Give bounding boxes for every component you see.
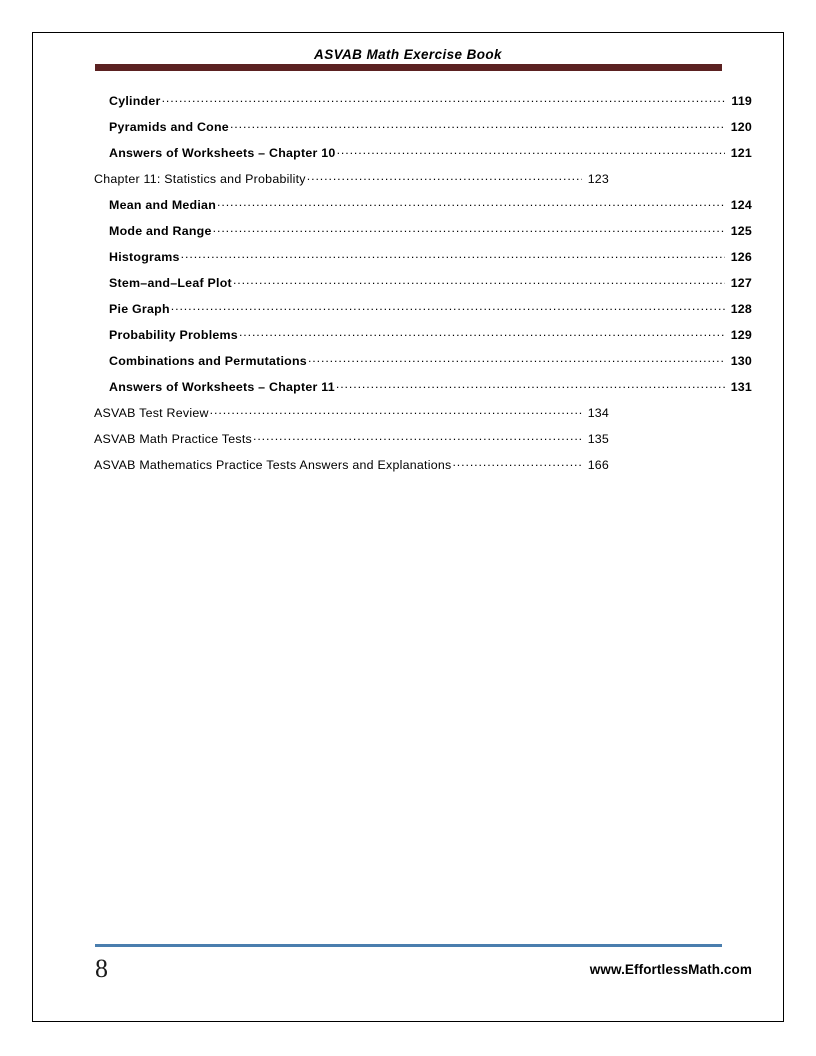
toc-entry[interactable] <box>33 193 783 219</box>
toc-leader-dots <box>253 427 582 443</box>
page-footer <box>95 949 752 989</box>
toc-entry-page-number: 123 <box>587 172 609 186</box>
toc-entry-page-number: 129 <box>730 328 752 342</box>
table-of-contents <box>33 89 783 479</box>
toc-leader-dots <box>308 349 725 365</box>
toc-entry-page-number: 120 <box>730 120 752 134</box>
toc-entry-page-number: 119 <box>731 94 752 108</box>
document-page <box>32 32 784 1022</box>
toc-entry-label: ASVAB Math Practice Tests <box>94 432 252 446</box>
header-divider-rule <box>95 64 722 71</box>
toc-entry-label: Mode and Range <box>109 224 212 238</box>
toc-leader-dots <box>307 167 582 183</box>
toc-entry[interactable] <box>33 401 783 427</box>
toc-entry[interactable] <box>33 349 783 375</box>
toc-leader-dots <box>210 401 582 417</box>
toc-entry-label: Stem–and–Leaf Plot <box>109 276 232 290</box>
toc-entry-page-number: 134 <box>587 406 609 420</box>
toc-leader-dots <box>337 141 725 157</box>
toc-entry[interactable] <box>33 167 783 193</box>
footer-website-url: www.EffortlessMath.com <box>589 961 752 977</box>
toc-entry-label: ASVAB Test Review <box>94 406 209 420</box>
toc-entry-label: Chapter 11: Statistics and Probability <box>94 172 306 186</box>
toc-leader-dots <box>162 89 725 105</box>
toc-entry-page-number: 126 <box>730 250 752 264</box>
toc-entry-label: Mean and Median <box>109 198 217 212</box>
toc-entry[interactable] <box>33 427 783 453</box>
toc-entry[interactable] <box>33 245 783 271</box>
toc-entry[interactable] <box>33 219 783 245</box>
toc-leader-dots <box>233 271 725 287</box>
toc-entry-label: Pie Graph <box>109 302 170 316</box>
toc-entry-label: ASVAB Mathematics Practice Tests Answers and Explanations <box>94 458 452 472</box>
toc-leader-dots <box>239 323 725 339</box>
toc-entry-page-number: 121 <box>730 146 752 160</box>
toc-entry[interactable] <box>33 271 783 297</box>
toc-entry[interactable] <box>33 323 783 349</box>
toc-entry-label: Answers of Worksheets – Chapter 11 <box>109 380 335 394</box>
toc-entry-label: Cylinder <box>109 94 161 108</box>
toc-entry-page-number: 131 <box>730 380 752 394</box>
toc-entry-page-number: 124 <box>730 198 752 212</box>
toc-leader-dots <box>217 193 725 209</box>
toc-leader-dots <box>213 219 725 235</box>
toc-entry-label: Histograms <box>109 250 180 264</box>
toc-entry-page-number: 130 <box>730 354 752 368</box>
toc-entry-page-number: 128 <box>730 302 752 316</box>
toc-entry-label: Answers of Worksheets – Chapter 10 <box>109 146 336 160</box>
toc-entry[interactable] <box>33 375 783 401</box>
toc-entry-label: Pyramids and Cone <box>109 120 229 134</box>
toc-entry-page-number: 135 <box>587 432 609 446</box>
toc-entry-label: Probability Problems <box>109 328 238 342</box>
toc-entry-page-number: 125 <box>730 224 752 238</box>
toc-entry[interactable] <box>33 297 783 323</box>
toc-entry-page-number: 127 <box>730 276 752 290</box>
toc-leader-dots <box>452 453 582 469</box>
toc-entry[interactable] <box>33 141 783 167</box>
footer-divider-rule <box>95 944 722 947</box>
page-title: ASVAB Math Exercise Book <box>314 47 502 62</box>
toc-leader-dots <box>181 245 725 261</box>
page-header <box>33 33 783 62</box>
toc-leader-dots <box>230 115 725 131</box>
toc-leader-dots <box>336 375 725 391</box>
toc-leader-dots <box>171 297 725 313</box>
toc-entry[interactable] <box>33 115 783 141</box>
toc-entry-page-number: 166 <box>587 458 609 472</box>
toc-entry-label: Combinations and Permutations <box>109 354 307 368</box>
toc-entry[interactable] <box>33 453 783 479</box>
toc-entry[interactable] <box>33 89 783 115</box>
footer-page-number: 8 <box>95 954 108 983</box>
